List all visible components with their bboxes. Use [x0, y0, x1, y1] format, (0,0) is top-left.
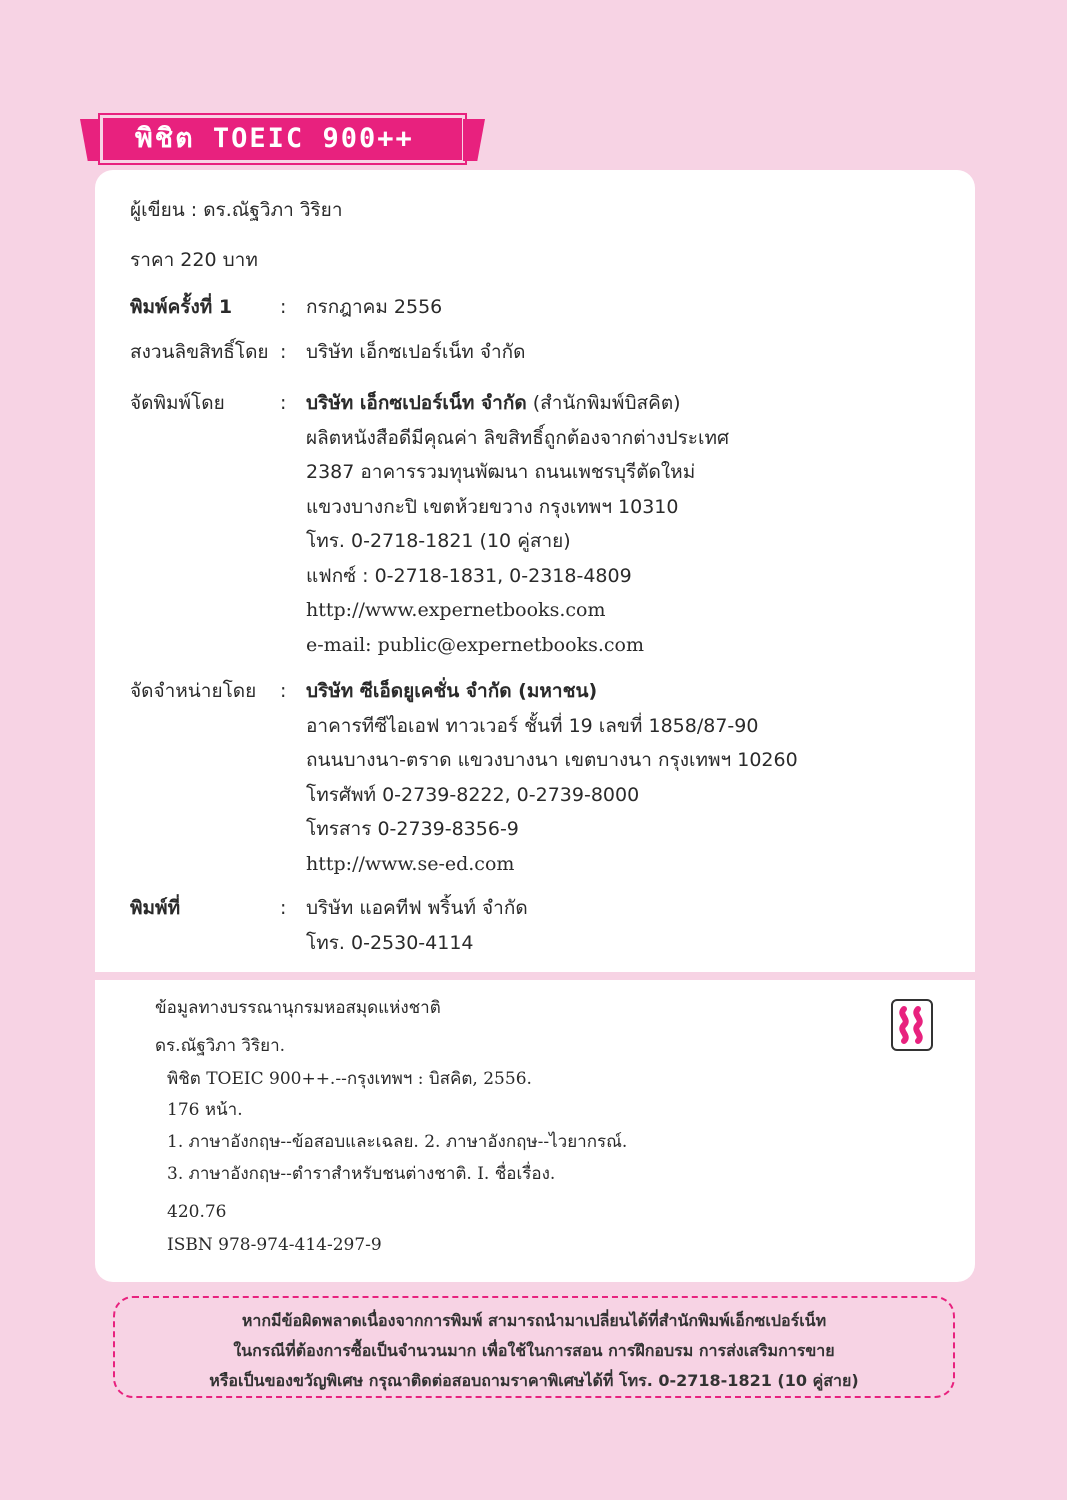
- edition-row: [130, 284, 950, 330]
- distributor-website: http://www.se-ed.com: [306, 852, 515, 875]
- printer-line: โทร. 0-2530-4114: [306, 931, 474, 954]
- title-banner: [80, 115, 485, 163]
- distributor-line: ถนนบางนา-ตราด แขวงบางนา เขตบางนา กรุงเทพฯ 10260: [306, 749, 798, 771]
- printer-label: พิมพ์ที่: [130, 897, 181, 919]
- copyright-value: บริษัท เอ็กซเปอร์เน็ท จำกัด: [306, 341, 526, 363]
- notice-line: ในกรณีที่ต้องการซื้อเป็นจำนวนมาก เพื่อใช้ในการสอน การฝึกอบรม การส่งเสริมการขาย: [233, 1341, 835, 1360]
- catalog-isbn: ISBN 978-974-414-297-9: [167, 1235, 382, 1255]
- publisher-label: จัดพิมพ์โดย: [130, 392, 225, 414]
- publisher-email: e-mail: public@expernetbooks.com: [306, 633, 644, 656]
- copyright-row: [130, 330, 950, 374]
- notice-line: หากมีข้อผิดพลาดเนื่องจากการพิมพ์ สามารถนำมาเปลี่ยนได้ที่สำนักพิมพ์เอ็กซเปอร์เน็ท: [241, 1311, 827, 1330]
- author-line: ผู้เขียน : ดร.ณัฐวิภา วิริยา: [130, 199, 343, 221]
- publisher-website: http://www.expernetbooks.com: [306, 599, 606, 621]
- publisher-details: [306, 386, 950, 662]
- colon: :: [280, 897, 287, 919]
- edition-label: พิมพ์ครั้งที่ 1: [130, 296, 233, 318]
- publisher-name-line: [306, 386, 950, 421]
- colon: :: [280, 296, 287, 318]
- distributor-label: จัดจำหน่ายโดย: [130, 680, 257, 702]
- distributor-details: [306, 674, 950, 881]
- printer-line: บริษัท แอคทีฟ พริ้นท์ จำกัด: [306, 897, 528, 919]
- publisher-row: [130, 386, 950, 662]
- publisher-line: 2387 อาคารรวมทุนพัฒนา ถนนเพชรบุรีตัดใหม่: [306, 461, 696, 483]
- distributor-line: อาคารทีซีไอเอฟ ทาวเวอร์ ชั้นที่ 19 เลขที่ 1858/87-90: [306, 714, 759, 737]
- catalog-line: 3. ภาษาอังกฤษ--ตำราสำหรับชนต่างชาติ. I. ชื่อเรื่อง.: [167, 1164, 556, 1184]
- publisher-imprint: (สำนักพิมพ์บิสคิต): [526, 392, 681, 414]
- card-divider: [95, 972, 975, 980]
- catalog-line: 176 หน้า.: [167, 1100, 243, 1120]
- colon: :: [280, 392, 287, 414]
- publisher-line: ผลิตหนังสือดีมีคุณค่า ลิขสิทธิ์ถูกต้องจากต่างประเทศ: [306, 426, 730, 449]
- copyright-label: สงวนลิขสิทธิ์โดย: [130, 341, 269, 363]
- catalog-author: ดร.ณัฐวิภา วิริยา.: [155, 1036, 286, 1056]
- printer-details: [306, 891, 950, 960]
- publisher-name: บริษัท เอ็กซเปอร์เน็ท จำกัด: [306, 392, 527, 414]
- price-line: ราคา 220 บาท: [130, 249, 258, 271]
- catalog-line: 1. ภาษาอังกฤษ--ข้อสอบและเฉลย. 2. ภาษาอังกฤษ--ไวยากรณ์.: [167, 1132, 628, 1152]
- publisher-line: โทร. 0-2718-1821 (10 คู่สาย): [306, 530, 571, 552]
- colon: :: [280, 341, 287, 363]
- catalog-line: พิชิต TOEIC 900++.--กรุงเทพฯ : บิสคิต, 2556.: [167, 1069, 532, 1089]
- catalog-heading: ข้อมูลทางบรรณานุกรมหอสมุดแห่งชาติ: [155, 998, 441, 1018]
- notice-line: หรือเป็นของขวัญพิเศษ กรุณาติดต่อสอบถามราคาพิเศษได้ที่ โทร. 0-2718-1821 (10 คู่สาย): [209, 1371, 859, 1390]
- distributor-line: โทรสาร 0-2739-8356-9: [306, 818, 519, 840]
- distributor-name: บริษัท ซีเอ็ดยูเคชั่น จำกัด (มหาชน): [306, 680, 598, 702]
- printer-row: [130, 891, 950, 960]
- book-title: พิชิต TOEIC 900++: [100, 115, 465, 163]
- biscuit-logo-icon: [891, 999, 933, 1051]
- distributor-line: โทรศัพท์ 0-2739-8222, 0-2739-8000: [306, 783, 640, 806]
- publishing-info: [130, 190, 950, 960]
- publisher-line: แฟกซ์ : 0-2718-1831, 0-2318-4809: [306, 564, 632, 587]
- edition-value: กรกฎาคม 2556: [306, 296, 443, 318]
- colon: :: [280, 680, 287, 702]
- catalog-info: [155, 990, 627, 1262]
- distributor-row: [130, 674, 950, 881]
- banner-left-cap: [80, 119, 102, 161]
- banner-right-cap: [463, 119, 485, 161]
- notice-box: [113, 1296, 955, 1398]
- catalog-class-number: 420.76: [167, 1202, 227, 1222]
- publisher-line: แขวงบางกะปิ เขตห้วยขวาง กรุงเทพฯ 10310: [306, 495, 679, 518]
